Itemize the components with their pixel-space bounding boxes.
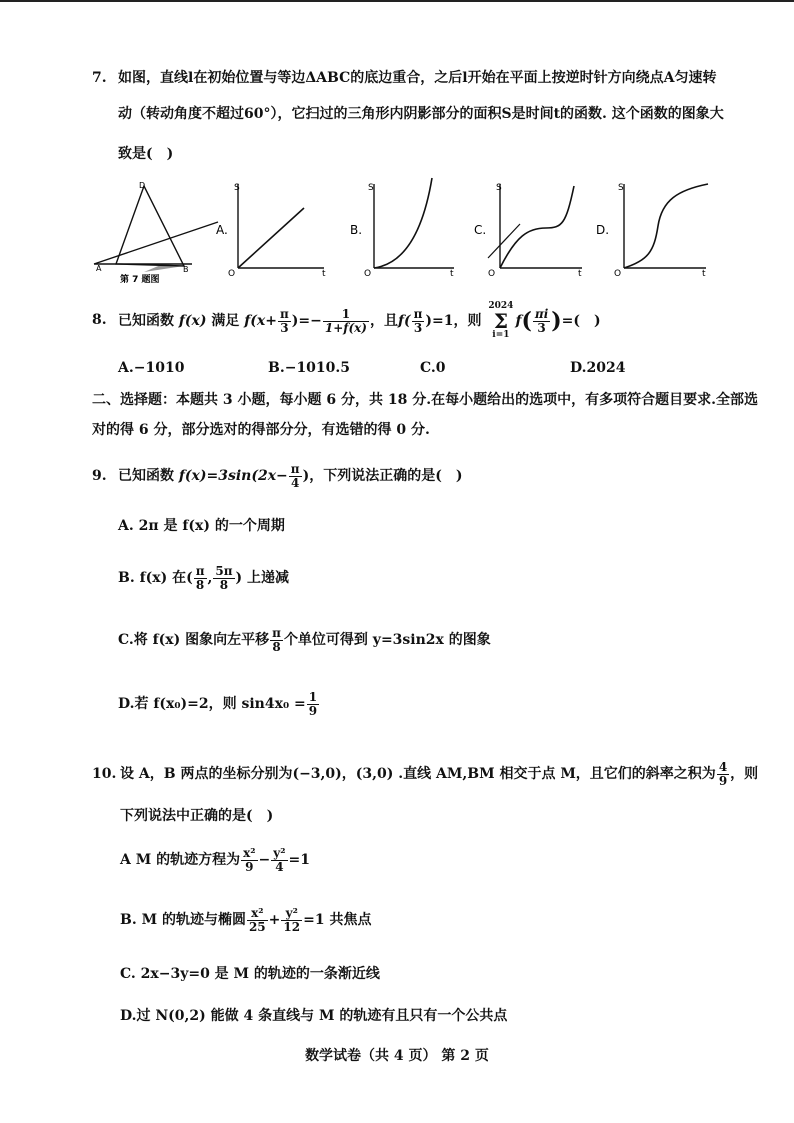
q8-sum-frac — [533, 308, 550, 335]
graph-c-x-label: t — [578, 269, 582, 279]
graph-a-x-label: t — [322, 269, 326, 279]
frac-den: 25 — [248, 919, 266, 934]
q8-statement — [118, 302, 601, 342]
q10-b-frac2 — [281, 907, 302, 934]
q8-choice-b: B.−1010.5 — [268, 360, 351, 376]
q9-number: 9. — [92, 468, 107, 484]
q10-ratio — [717, 761, 729, 788]
graph-d-x-label: t — [702, 269, 706, 279]
q8-sum-f: f — [515, 313, 522, 329]
q9-c-frac — [270, 627, 283, 654]
q8-satisfies: 满足 — [211, 313, 240, 329]
q9-c-post: 个单位可得到 y=3sin2x 的图象 — [283, 632, 491, 648]
option-c-label: C. — [474, 223, 487, 237]
frac-num: π — [279, 306, 289, 321]
q8-number: 8. — [92, 312, 107, 328]
q9-c-pre: C.将 f(x) 图象向左平移 — [118, 632, 270, 648]
frac-den: 9 — [245, 859, 254, 874]
frac-den: 1+f(x) — [324, 320, 367, 335]
q9-option-c — [118, 622, 491, 658]
frac-den: 3 — [280, 320, 289, 335]
frac-den: 8 — [195, 577, 205, 592]
frac-num: 1 — [323, 308, 369, 322]
q7-line2: 动（转动角度不超过60°），它扫过的三角形内阴影部分的面积S是时间t的函数. 这个函数的图象大 — [118, 106, 724, 122]
frac-den: 9 — [308, 703, 318, 718]
frac-num: y² — [273, 845, 286, 860]
q10-b-frac1 — [247, 907, 268, 934]
frac-num: π — [272, 625, 281, 640]
frac-den: 9 — [718, 773, 728, 788]
q8-lhs: f(x+ — [244, 313, 277, 329]
frac-num: x² — [247, 907, 268, 921]
q10-b-plus: + — [268, 912, 281, 928]
frac-num: 1 — [308, 689, 318, 704]
frac-num: 4 — [718, 759, 728, 774]
frac-num: y² — [281, 907, 302, 921]
graph-d — [596, 183, 708, 279]
q9-b-pre: B. f(x) 在( — [118, 570, 193, 586]
frac-num: π — [195, 563, 205, 578]
q8-rparen: ) — [551, 308, 562, 334]
q7-number: 7. — [92, 70, 107, 86]
q8-cond-pre: ，且 — [369, 313, 398, 329]
q10-a-minus: − — [258, 852, 271, 868]
q10-option-b — [120, 902, 371, 938]
frac-den: 4 — [275, 859, 284, 874]
q7-figures — [88, 176, 728, 296]
q8-pre: 已知函数 — [118, 313, 174, 329]
q8-cond-frac — [412, 308, 425, 335]
q10-a-post: =1 — [288, 852, 310, 868]
q10-option-d: D.过 N(0,2) 能做 4 条直线与 M 的轨迹有且只有一个公共点 — [120, 1008, 508, 1024]
frac-num: π — [413, 306, 423, 321]
q10-option-a — [120, 842, 310, 878]
frac-den: 8 — [272, 639, 281, 654]
section2-line2: 对的得 6 分，部分选对的得部分分，有选错的得 0 分. — [92, 422, 430, 438]
q8-cond-rhs: )=1，则 — [425, 313, 482, 329]
q9-option-a: A. 2π 是 f(x) 的一个周期 — [118, 518, 285, 534]
q7-line3: 致是( ) — [118, 146, 174, 162]
q8-choice-d: D.2024 — [570, 360, 626, 376]
q8-pi-over-3 — [278, 308, 291, 335]
tri-label-a: A — [96, 264, 102, 273]
tri-label-b: B — [183, 265, 189, 274]
graph-c-y-label: S — [496, 183, 502, 193]
page-footer: 数学试卷（共 4 页） 第 2 页 — [305, 1048, 489, 1064]
q9-formula-a: f(x)=3sin(2x− — [178, 468, 288, 484]
q9-d-pre: D.若 f(x₀)=2，则 sin4x₀ = — [118, 696, 306, 712]
sum-upper: 2024 — [488, 301, 514, 311]
q9-b-post: ) 上递减 — [235, 570, 290, 586]
q10-b-pre: B. M 的轨迹与椭圆 — [120, 912, 246, 928]
q9-statement — [118, 458, 462, 494]
q7-line1: 如图，直线l在初始位置与等边ΔABC的底边重合，之后l开始在平面上按逆时针方向绕点A匀速转 — [118, 70, 717, 86]
frac-num: 5π — [215, 563, 233, 578]
graph-b-origin: O — [364, 269, 372, 279]
frac-den: 3 — [413, 320, 423, 335]
q8-summation — [488, 302, 513, 340]
frac-den: 8 — [219, 577, 229, 592]
graph-c — [474, 183, 582, 279]
sum-sigma: Σ — [493, 309, 508, 333]
graph-b-x-label: t — [450, 269, 454, 279]
q8-eq-minus: )=− — [291, 313, 322, 329]
option-b-label: B. — [350, 223, 363, 237]
graph-d-y-label: S — [618, 183, 624, 193]
q10-line1-pre: 设 A，B 两点的坐标分别为(−3,0)，(3,0) .直线 AM,BM 相交于点 M，且它们的斜率之积为 — [120, 766, 716, 782]
graph-b — [350, 178, 454, 279]
q9-b-comma: , — [207, 570, 213, 586]
figure-caption: 第 7 题图 — [120, 275, 160, 285]
q8-choice-c: C.0 — [420, 360, 446, 376]
q9-d-frac — [307, 691, 319, 718]
q8-choice-a: A.−1010 — [118, 360, 185, 376]
tri-label-d: D — [139, 181, 146, 190]
q8-fx: f(x) — [178, 313, 207, 329]
q10-line1 — [120, 756, 758, 792]
graph-d-origin: O — [614, 269, 622, 279]
q8-fraction — [323, 308, 369, 335]
q10-b-post: =1 共焦点 — [303, 912, 372, 928]
q8-tail: =( ) — [561, 313, 601, 329]
sum-lower: i=1 — [492, 330, 510, 340]
section2-line1: 二、选择题：本题共 3 小题，每小题 6 分，共 18 分.在每小题给出的选项中，有多项符合题目要求.全部选 — [92, 392, 758, 408]
frac-den: 4 — [291, 475, 300, 490]
graph-a — [228, 183, 326, 279]
q8-cond-lhs: f( — [397, 313, 411, 329]
q9-pre: 已知函数 — [118, 468, 174, 484]
q10-a-frac2 — [271, 847, 287, 874]
q9-b-frac2 — [213, 565, 234, 592]
graph-c-origin: O — [488, 269, 496, 279]
q10-line2: 下列说法中正确的是( ) — [120, 808, 274, 824]
frac-den: 12 — [283, 919, 301, 934]
q9-option-b — [118, 560, 289, 596]
q10-line1-post: ，则 — [730, 766, 759, 782]
top-border-line — [0, 0, 794, 2]
option-a-label: A. — [216, 223, 228, 237]
graph-a-y-label: S — [234, 183, 240, 193]
q9-formula-b: )，下列说法正确的是( ) — [302, 468, 463, 484]
q8-lparen: ( — [521, 308, 532, 334]
frac-num: πi — [534, 306, 549, 321]
q10-a-pre: A M 的轨迹方程为 — [120, 852, 241, 868]
triangle-figure — [94, 181, 228, 285]
q10-number: 10. — [92, 766, 117, 782]
graph-a-origin: O — [228, 269, 236, 279]
option-d-label: D. — [596, 223, 610, 237]
q10-a-frac1 — [241, 847, 257, 874]
q9-b-frac1 — [194, 565, 207, 592]
frac-num: x² — [243, 845, 256, 860]
frac-num: π — [290, 461, 300, 476]
graph-b-y-label: S — [368, 183, 374, 193]
q10-option-c: C. 2x−3y=0 是 M 的轨迹的一条渐近线 — [120, 966, 380, 982]
q9-pi-over-4 — [289, 463, 302, 490]
q9-option-d — [118, 686, 320, 722]
frac-den: 3 — [537, 320, 546, 335]
